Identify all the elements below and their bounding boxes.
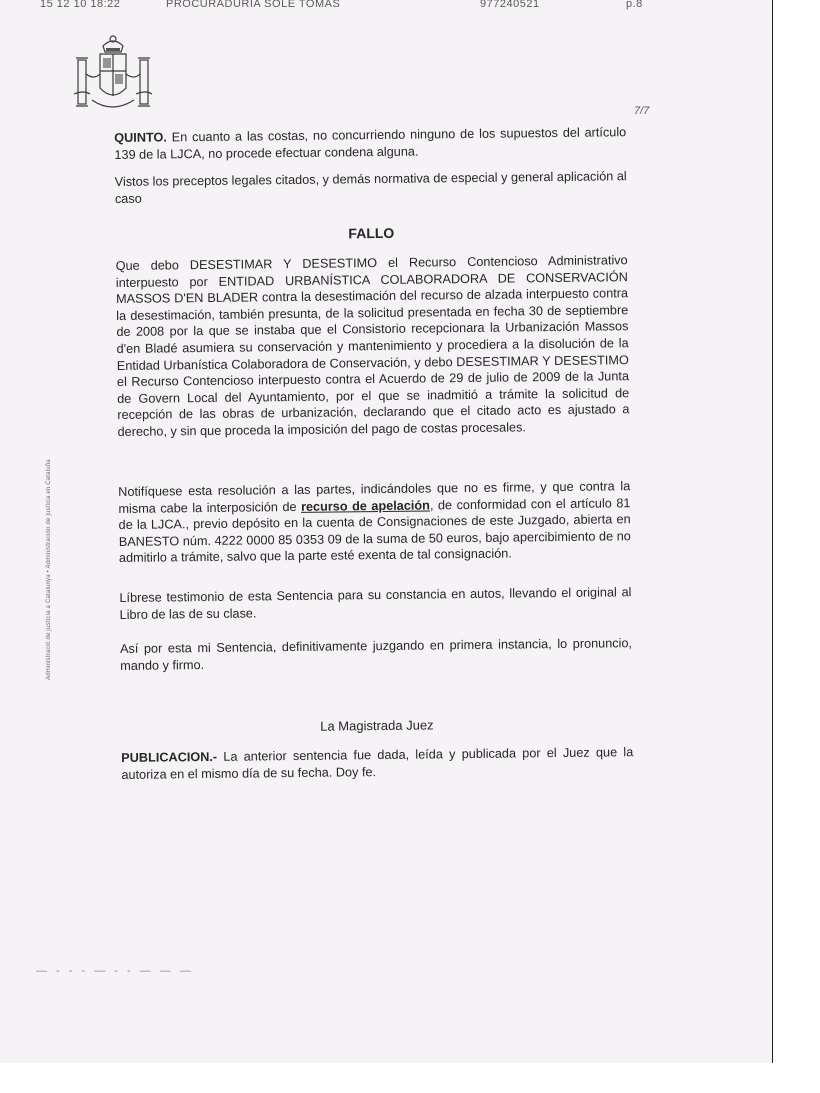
publicacion-text: La anterior sentencia fue dada, leída y publicada por el Juez que la autoriza en el mismo día de su fecha. Doy fe. — [121, 745, 634, 782]
paragraph-publicacion — [121, 744, 633, 783]
fallo-heading: FALLO — [348, 224, 395, 242]
quinto-text: En cuanto a las costas, no concurriendo ninguno de los supuestos del artículo 139 de la LJCA, no procede efectuar condena alguna. — [114, 125, 627, 162]
fax-header — [40, 0, 753, 12]
paragraph-asi: Así por esta mi Sentencia, definitivamente juzgando en primera instancia, lo pronuncio, mando y firmo. — [119, 636, 633, 673]
document-body — [114, 112, 634, 782]
margin-note: Administració de justícia a Catalunya • Administración de justicia en Cataluña — [46, 459, 52, 680]
paragraph-fallo: Que debo DESESTIMAR Y DESESTIMO el Recurso Contencioso Administrativo interpuesto por ENTIDAD URBANÍSTICA COLABORADORA DE CONSERVACIÓN MASSOS D'EN BLADER contra la desestimación del recurso de alzada interpuesto contra la desestimación, también presunta, de la solicitud presentada en fecha 30 de septiembre de 2008 por la que se instaba que el Consistorio recepcionara la Urbanización Massos d'en Bladé asumiera su conservación y mantenimiento y procediera a la disolución de la Entidad Urbanística Colaboradora de Conservación, y debo DESESTIMAR Y DESESTIMO el Recurso Contencioso interpuesto contra el Acuerdo de 29 de julio de 2009 de la Junta de Govern Local del Ayuntamiento, por el que se inadmitió a trámite la solicitud de recepción de las obras de urbanización, declarando que el citado acto es ajustado a derecho, y sin que proceda la imposición del pago de costas procesales. — [115, 253, 630, 439]
fax-datetime: 15 12 10 18:22 — [40, 0, 121, 10]
notif-text-b: , de conformidad con el artículo 81 de la LJCA., previo depósito en la cuenta de Consignaciones de este Juzgado, abierta en BANESTO núm. 4222 0000 85 0353 09 de la suma de 50 euros, bajo apercibimiento de no admitirlo a trámite, salvo que la parte esté exenta de tal consignación. — [118, 495, 631, 566]
paragraph-librese: Líbrese testimonio de esta Sentencia para su constancia en autos, llevando el original al Libro de las de su clase. — [119, 585, 632, 622]
fax-sender: PROCURADURIA SOLE TOMAS — [166, 0, 341, 10]
paragraph-notifiquese — [118, 478, 631, 567]
paragraph-vistos: Vistos los preceptos legales citados, y demás normativa de especial y general aplicación al caso — [114, 169, 627, 206]
signature-line: La Magistrada Juez — [320, 717, 434, 734]
spain-coat-of-arms-icon — [70, 34, 156, 118]
fax-number: 977240521 — [480, 0, 540, 10]
quinto-label: QUINTO. — [114, 130, 167, 145]
page-edge — [772, 0, 773, 1063]
publicacion-label: PUBLICACION.- — [121, 749, 218, 765]
page-counter: 7/7 — [634, 105, 650, 117]
recurso-apelacion: recurso de apelación — [300, 498, 430, 514]
scan-artifact-dashes: — - - - — - - — — — — [36, 965, 194, 977]
paragraph-quinto — [114, 124, 626, 163]
fax-page: p.8 — [626, 0, 643, 10]
notif-text-a: Notifíquese esta resolución a las partes, indicándoles que no es firme, y que contra la misma cabe la interposición de — [118, 479, 631, 516]
